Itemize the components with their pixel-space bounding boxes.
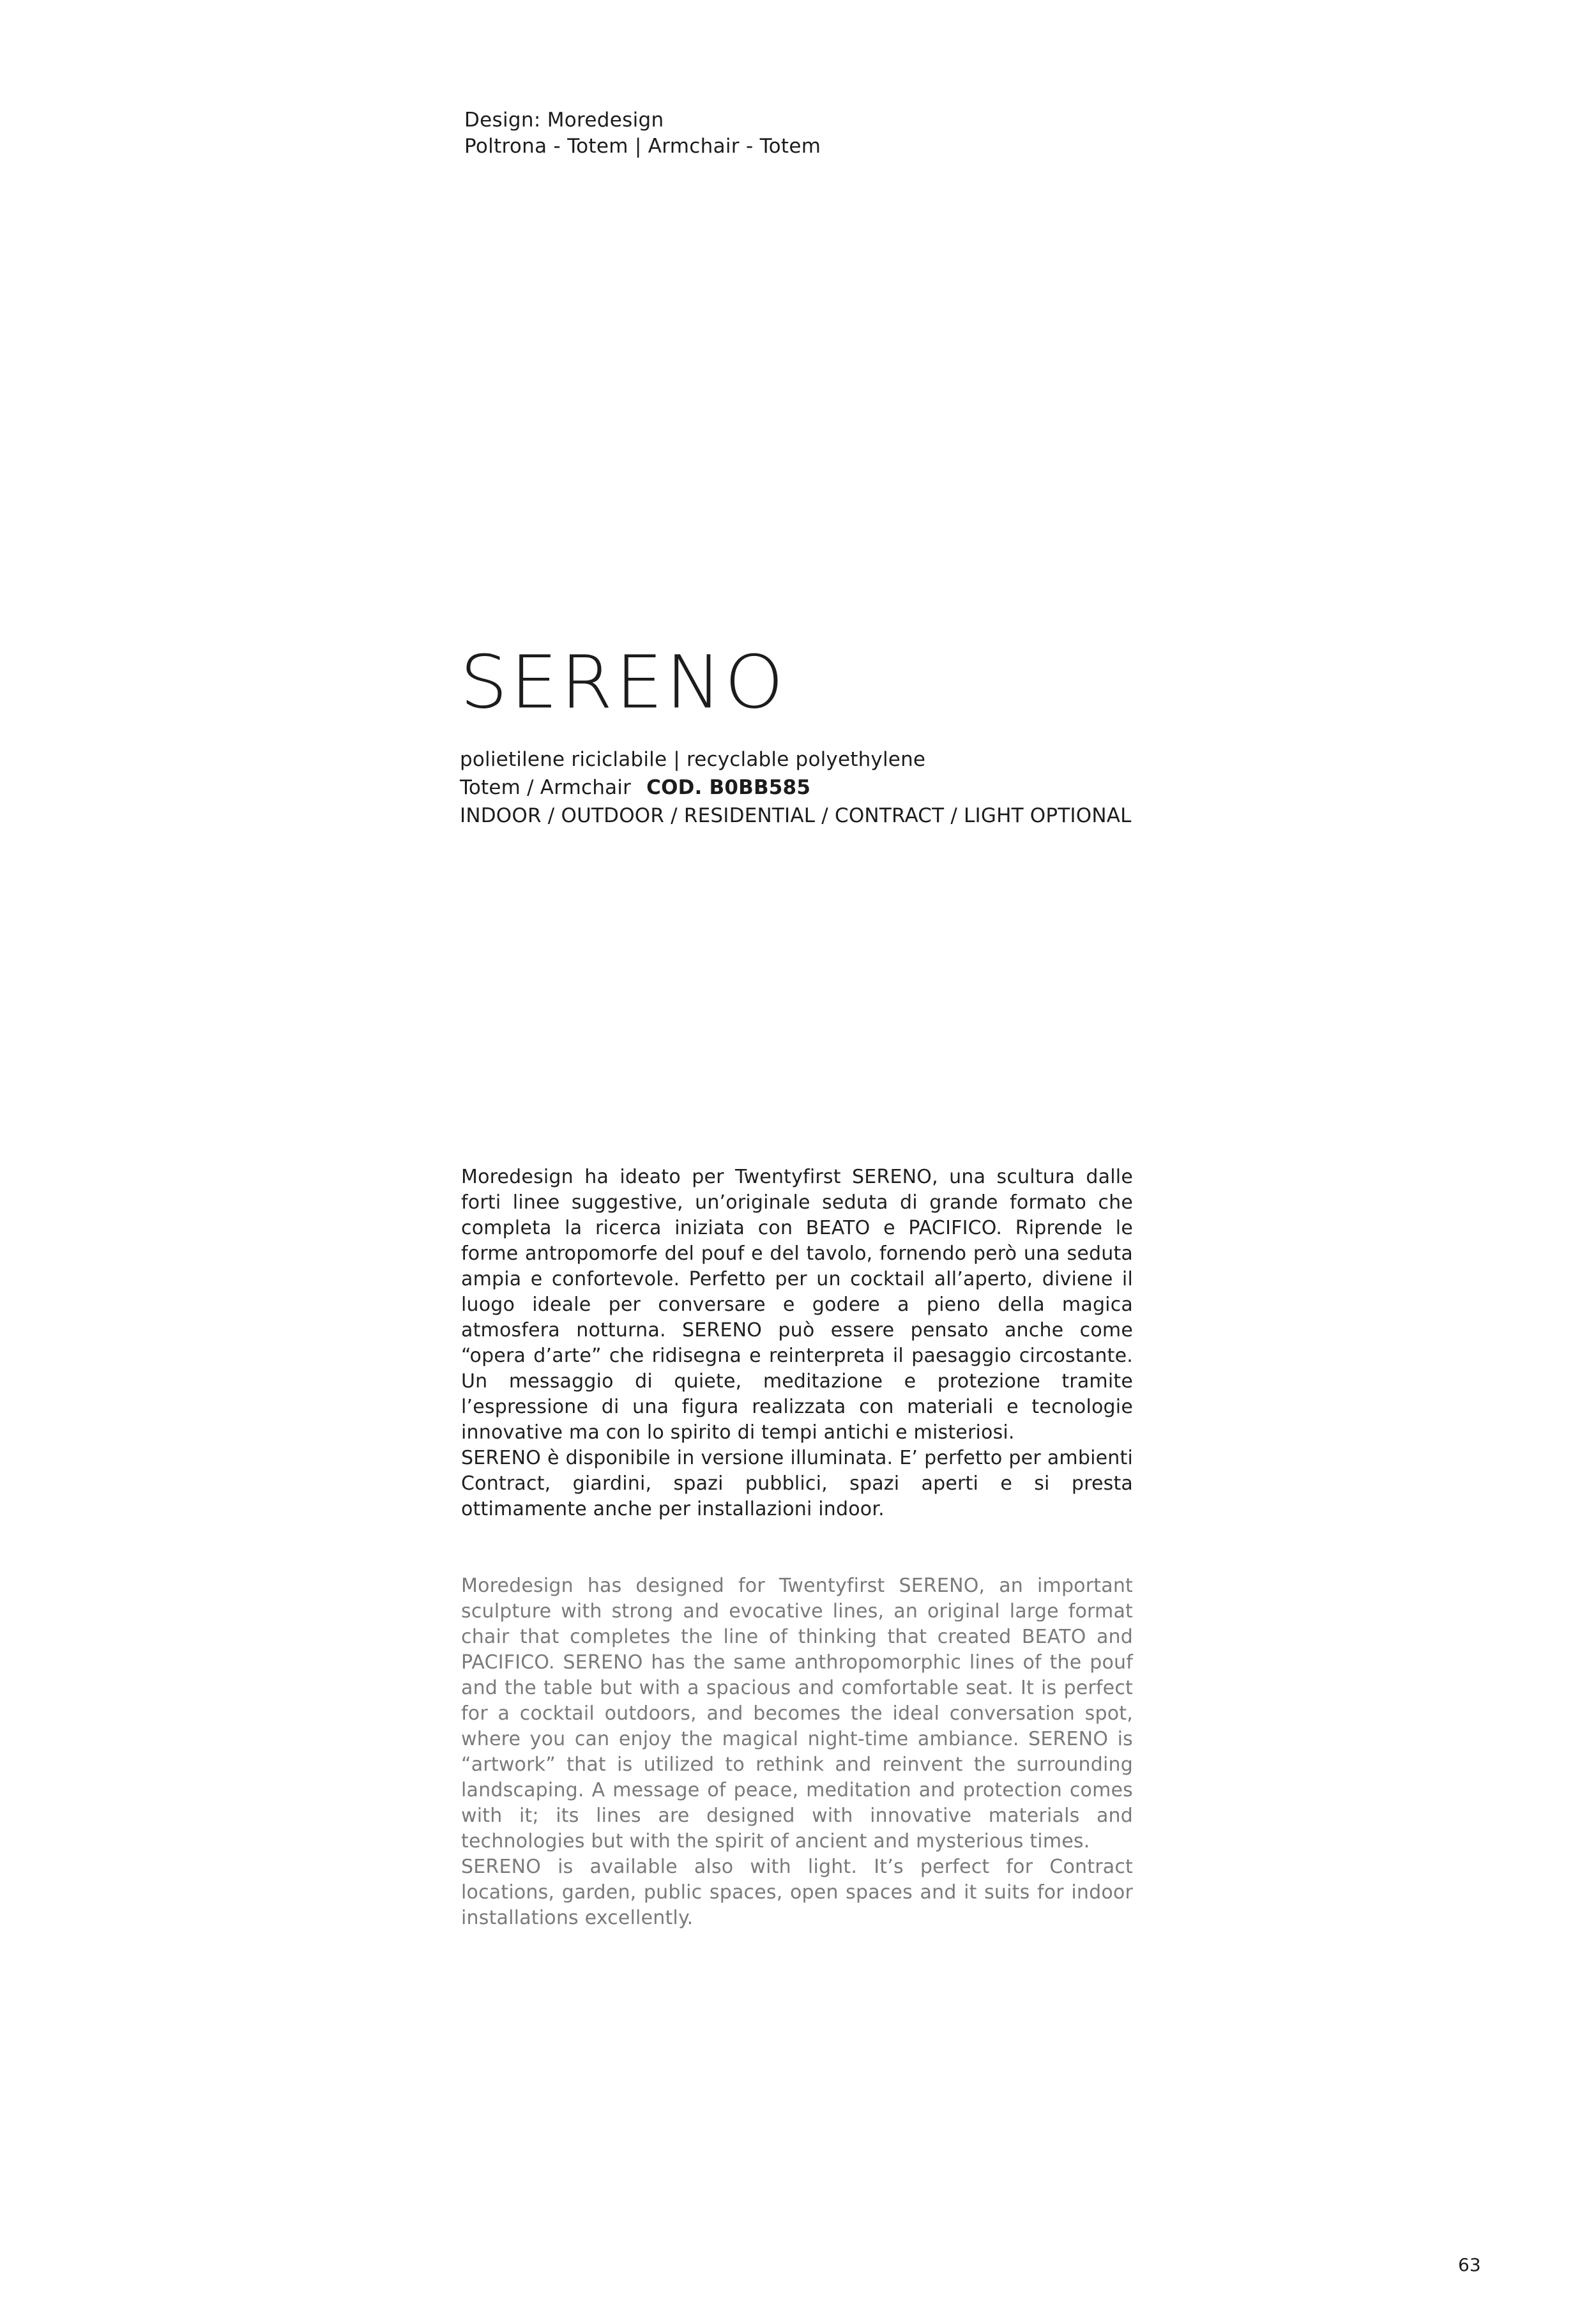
description-italian-paragraph-2: SERENO è disponibile in versione illuminata. E’ perfetto per ambienti Contract, giardini, spazi pubblici, spazi aperti e si presta ottimamente anche per installazioni indoor.: [461, 1447, 1133, 1520]
description-english-paragraph-2: SERENO is available also with light. It’s perfect for Contract locations, garden, public spaces, open spaces and it suits for indoor installations excellently.: [461, 1856, 1133, 1929]
product-category-line: Poltrona - Totem | Armchair - Totem: [464, 135, 821, 158]
designer-line: Design: Moredesign: [464, 109, 664, 132]
product-specs: [460, 745, 1132, 830]
description-english-paragraph-1: Moredesign has designed for Twentyfirst SERENO, an important sculpture with strong and evocative lines, an original large format chair that completes the line of thinking that created BEATO and PACIFICO. SERENO has the same anthropomorphic lines of the pouf and the table but with a spacious and comfortable seat. It is perfect for a cocktail outdoors, and becomes the ideal conversation spot, where you can enjoy the magical night-time ambiance. SERENO is “artwork” that is utilized to rethink and reinvent the surrounding landscaping. A message of peace, meditation and protection comes with it; its lines are designed with innovative materials and technologies but with the spirit of ancient and mysterious times.: [461, 1575, 1133, 1852]
product-code: COD. B0BB585: [646, 776, 811, 799]
type-label: Totem / Armchair: [460, 776, 632, 799]
description-italian-paragraph-1: Moredesign ha ideato per Twentyfirst SERENO, una scultura dalle forti linee suggestive, un’originale seduta di grande formato che completa la ricerca iniziata con BEATO e PACIFICO. Riprende le forme antropomorfe del pouf e del tavolo, fornendo però una seduta ampia e confortevole. Perfetto per un cocktail all’aperto, diviene il luogo ideale per conversare e godere a pieno della magica atmosfera notturna. SERENO può essere pensato anche come “opera d’arte” che ridisegna e reinterpreta il paesaggio circostante. Un messaggio di quiete, meditazione e protezione tramite l’espressione di una figura realizzata con materiali e tecnologie innovative ma con lo spirito di tempi antichi e misteriosi.: [461, 1166, 1133, 1444]
material-line: polietilene riciclabile | recyclable polyethylene: [460, 748, 926, 771]
product-title: SERENO: [460, 639, 787, 725]
page-number: 63: [1458, 2254, 1481, 2275]
design-credit: [464, 107, 821, 160]
usage-line: INDOOR / OUTDOOR / RESIDENTIAL / CONTRACT / LIGHT OPTIONAL: [460, 804, 1132, 827]
description-italian: [461, 1165, 1133, 1522]
type-code-line: [460, 774, 1132, 802]
description-english: [461, 1573, 1133, 1931]
